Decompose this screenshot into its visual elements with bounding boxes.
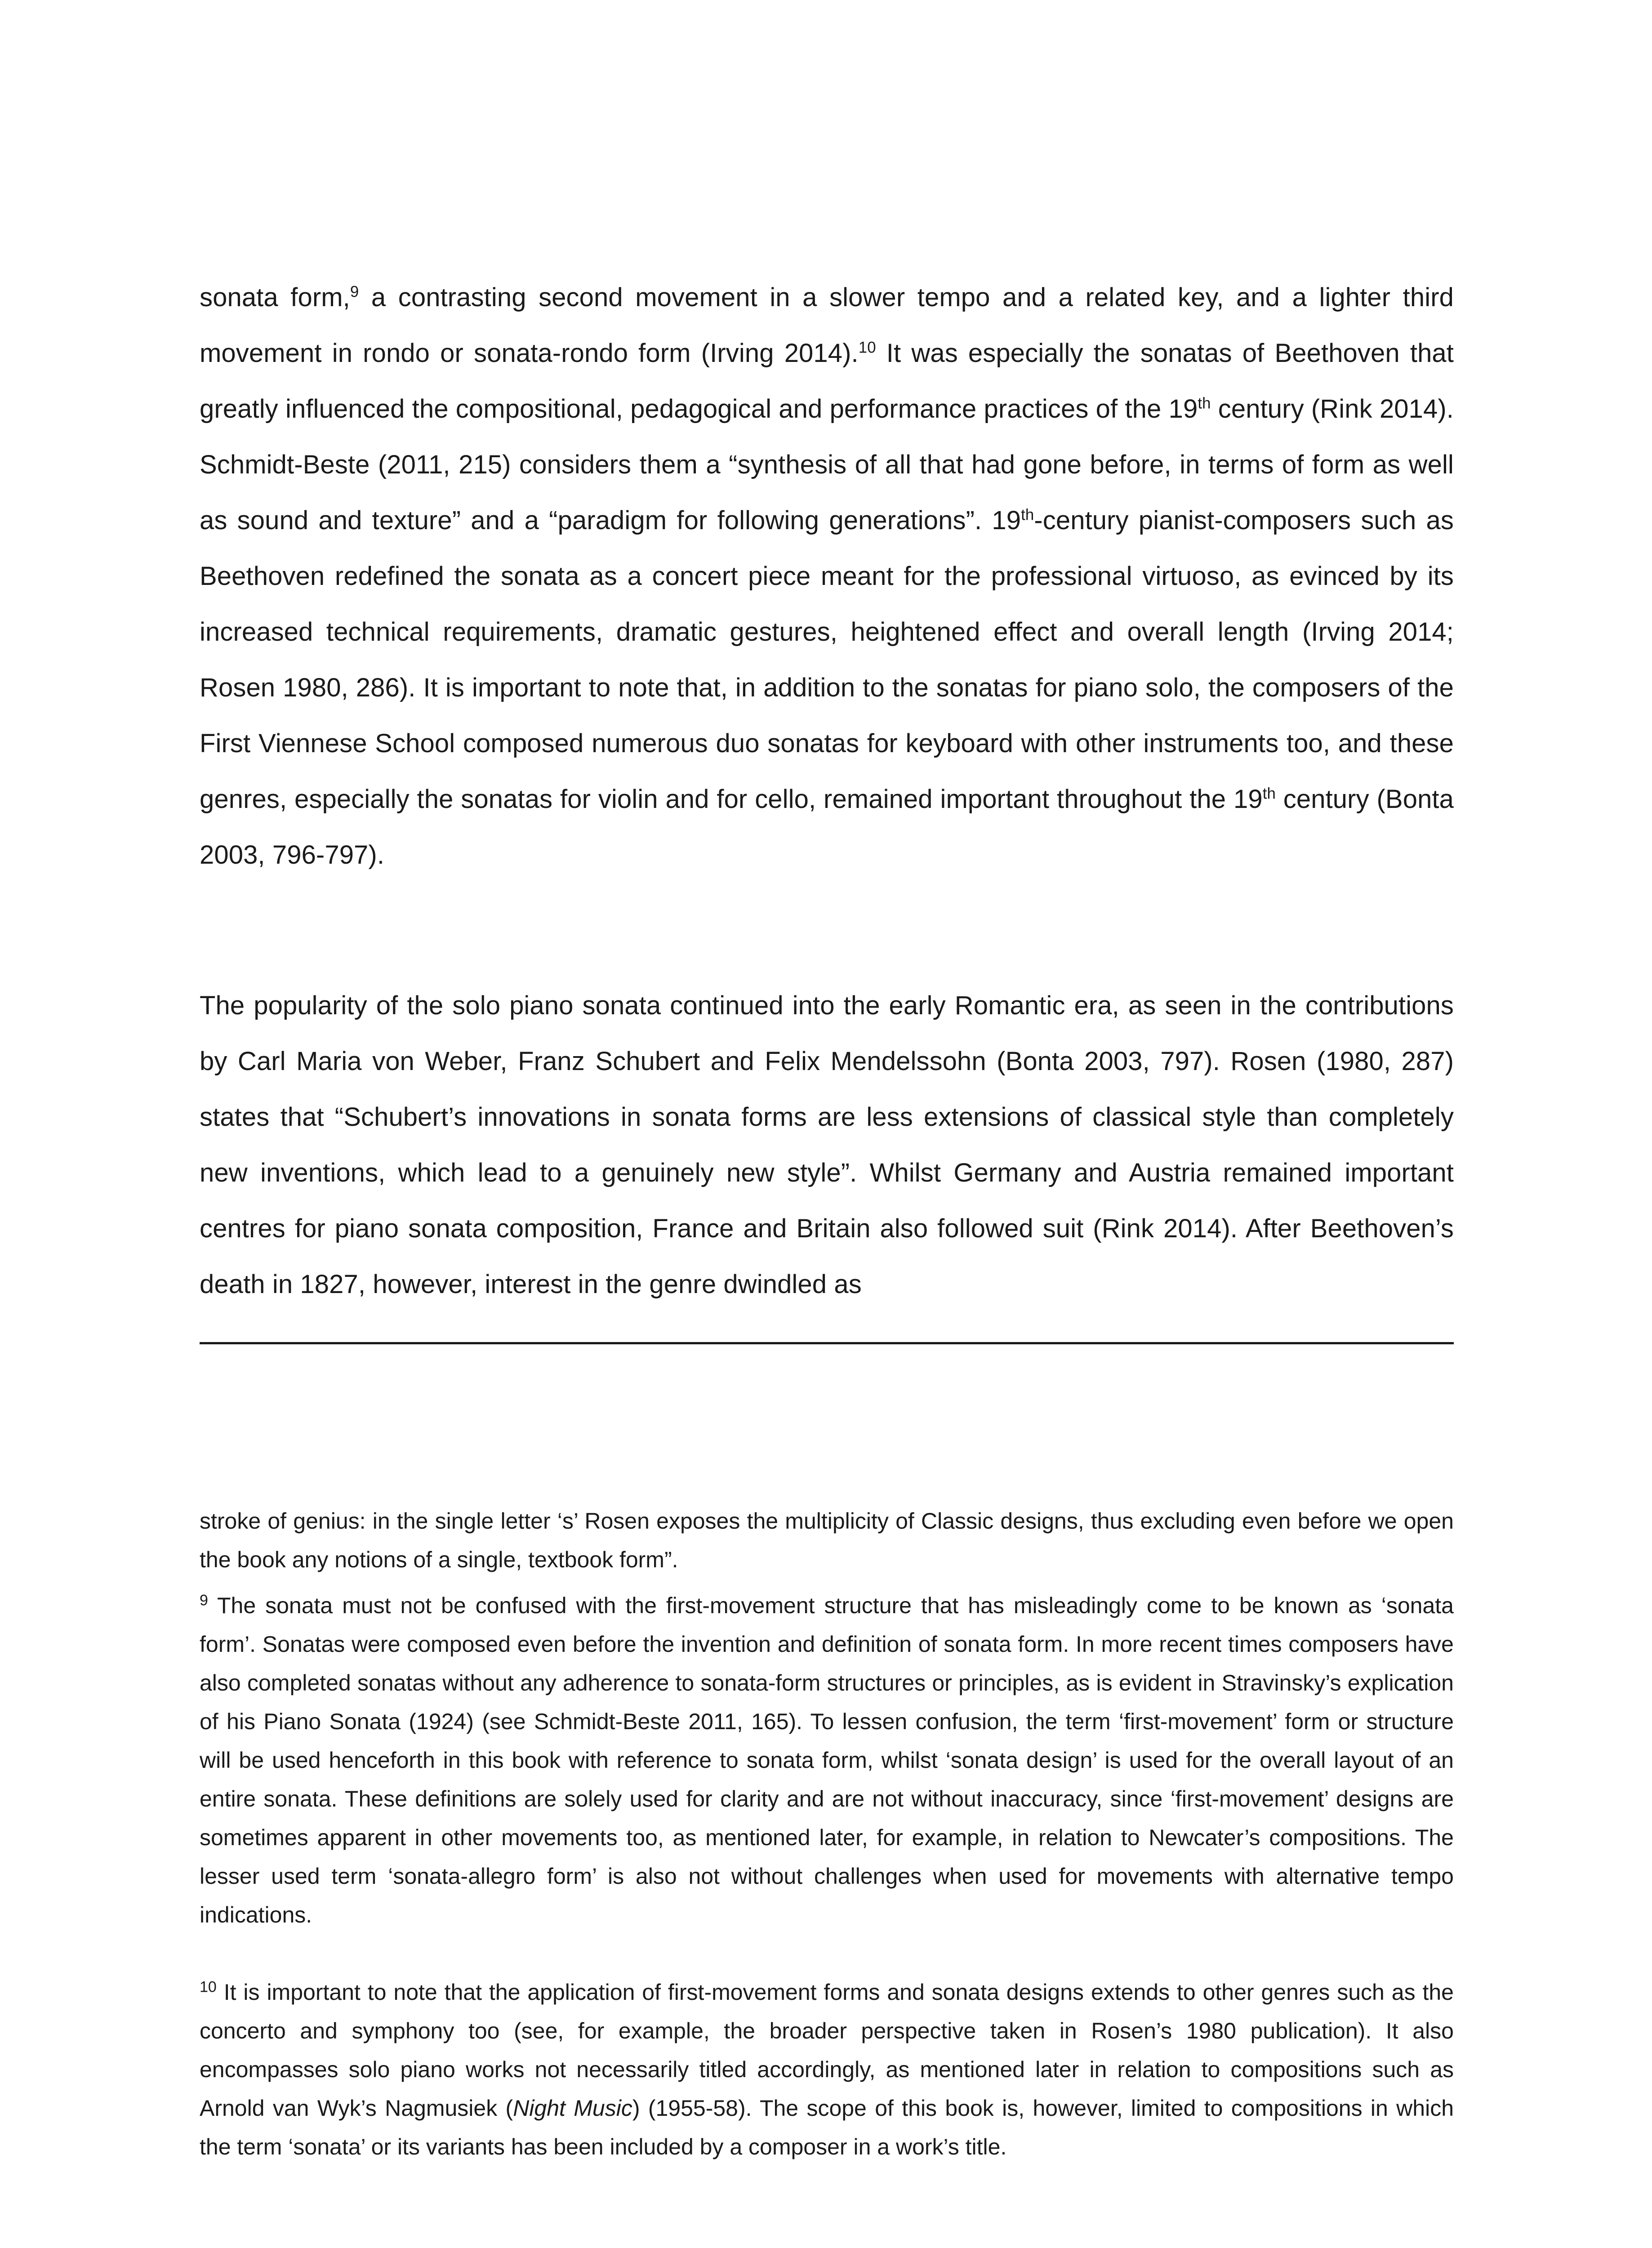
body-paragraph-2: The popularity of the solo piano sonata continued into the early Romantic era, as seen in the contributions by Carl Maria von Weber, Franz Schubert and Felix Mendelssohn (Bonta 2003, 797). Rosen (1980, 287) states that “Schubert’s innovations in sonata forms are less extensions of classical style than completely new inventions, which lead to a genuinely new style”. Whilst Germany and Austria remained important centres for piano sonata composition, France and Britain also followed suit (Rink 2014). After Beethoven’s death in 1827, however, interest in the genre dwindled as (200, 991, 1454, 1299)
footnote-continued: stroke of genius: in the single letter ‘s’ Rosen exposes the multiplicity of Classic designs, thus excluding even before we open the book any notions of a single, textbook form”. (200, 1508, 1454, 1572)
footnote-10 (200, 1973, 1454, 2166)
ordinal-suffix: th (1021, 506, 1034, 524)
footnote-marker-10: 10 (200, 1978, 217, 1996)
footnote-text: It is important to note that the application of first-movement forms and sonata designs extends to other genres such as the concerto and symphony too (see, for example, the broader perspective taken in Rosen’s 1980 publication). It also encompasses solo piano works not necessarily titled accordingly, as mentioned later in relation to compositions such as Arnold van Wyk’s Nagmusiek ( (200, 1980, 1454, 2121)
ordinal-suffix: th (1198, 394, 1211, 412)
footnote-text: The sonata must not be confused with the first-movement structure that has misleadingly come to be known as ‘sonata form’. Sonatas were composed even before the invention and definition of sonata form. In more recent times composers have also completed sonatas without any adherence to sonata-form structures or principles, as is evident in Stravinsky’s explication of his Piano Sonata (1924) (see Schmidt-Beste 2011, 165). To lessen confusion, the term ‘first-movement’ form or structure will be used henceforth in this book with reference to sonata form, whilst ‘sonata design’ is used for the overall layout of an entire sonata. These definitions are solely used for clarity and are not without inaccuracy, since ‘first-movement’ designs are sometimes apparent in other movements too, as mentioned later, for example, in relation to Newcater’s compositions. The lesser used term ‘sonata-allegro form’ is also not without challenges when used for movements with alternative tempo indications. (200, 1593, 1454, 1927)
footnote-ref-10[interactable]: 10 (858, 339, 876, 357)
footnote-marker-9: 9 (200, 1592, 208, 1609)
footnote-ref-9[interactable]: 9 (350, 283, 359, 301)
footnote-text: ) (1955-58). The scope of this book is, however, limited to compositions in which the term ‘sonata’ or its variants has been included by a composer in a work’s title. (200, 2096, 1454, 2159)
text-run: -century pianist-composers such as Beethoven redefined the sonata as a concert piece meant for the professional virtuoso, as evinced by its increased technical requirements, dramatic gestures, heightened effect and overall length (Irving 2014; Rosen 1980, 286). It is important to note that, in addition to the sonatas for piano solo, the composers of the First Viennese School composed numerous duo sonatas for keyboard with other instruments too, and these genres, especially the sonatas for violin and for cello, remained important throughout the 19 (200, 506, 1454, 814)
body-paragraph-1 (200, 270, 1454, 883)
footnote-separator (200, 1342, 1454, 1344)
text-run: a contrasting second movement in a slower tempo and a related key, and a lighter third movement in rondo or sonata-rondo form (Irving 2014). (200, 283, 1454, 368)
italic-title: Night Music (513, 2096, 632, 2121)
text-run: It was especially the sonatas of Beethoven that greatly influenced the compositional, pedagogical and performance practices of the 19 (200, 339, 1454, 424)
text-run: century (Bonta 2003, 796-797). (200, 785, 1454, 870)
footnote-9 (200, 1586, 1454, 1934)
text-run: century (Rink 2014). Schmidt-Beste (2011, 215) considers them a “synthesis of all that had gone before, in terms of form as well as sound and texture” and a “paradigm for following generations”. 19 (200, 394, 1454, 535)
text-run: sonata form, (200, 283, 350, 312)
ordinal-suffix: th (1262, 785, 1276, 803)
